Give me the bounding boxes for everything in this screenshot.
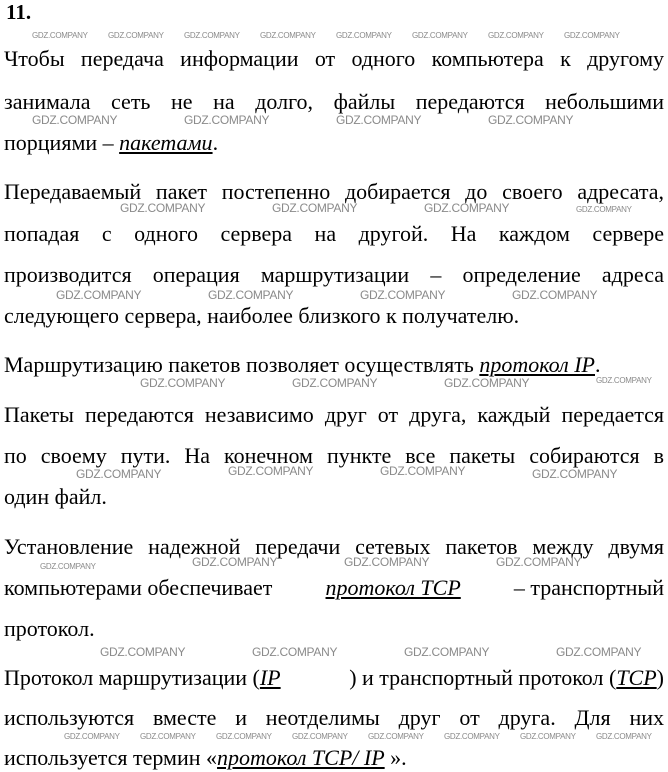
watermark: GDZ.COMPANY	[184, 113, 270, 127]
text-line	[4, 575, 664, 601]
watermark: GDZ.COMPANY	[412, 31, 468, 40]
watermark: GDZ.COMPANY	[32, 31, 88, 40]
watermark: GDZ.COMPANY	[292, 376, 378, 390]
watermark: GDZ.COMPANY	[556, 645, 642, 659]
watermark: GDZ.COMPANY	[512, 288, 598, 302]
text-segment: Маршрутизацию пакетов позволяет осуществлять	[4, 352, 480, 377]
watermark: GDZ.COMPANY	[496, 555, 582, 569]
term-packets: пакетами	[119, 130, 213, 155]
text-line	[4, 130, 664, 156]
watermark: GDZ.COMPANY	[520, 732, 576, 741]
term-tcp: TCP	[616, 665, 657, 690]
text-line: Передаваемый пакет постепенно добирается до своего адресата,	[4, 179, 664, 204]
watermark: GDZ.COMPANY	[120, 201, 206, 215]
watermark: GDZ.COMPANY	[488, 113, 574, 127]
term-protocol-tcp-ip: протокол TCP/ IP	[217, 745, 385, 770]
watermark: GDZ.COMPANY	[424, 201, 510, 215]
text-segment: .	[595, 352, 601, 377]
watermark: GDZ.COMPANY	[292, 732, 348, 741]
watermark: GDZ.COMPANY	[344, 555, 430, 569]
watermark: GDZ.COMPANY	[140, 732, 196, 741]
watermark: GDZ.COMPANY	[404, 645, 490, 659]
watermark: GDZ.COMPANY	[64, 732, 120, 741]
text-line: следующего сервера, наиболее близкого к получателю.	[4, 303, 520, 328]
text-line: Установление надежной передачи сетевых пакетов между двумя	[4, 534, 664, 559]
watermark: GDZ.COMPANY	[444, 732, 500, 741]
watermark: GDZ.COMPANY	[336, 31, 392, 40]
text-segment: используется термин «	[4, 745, 218, 770]
watermark: GDZ.COMPANY	[336, 113, 422, 127]
watermark: GDZ.COMPANY	[532, 467, 618, 481]
watermark: GDZ.COMPANY	[228, 464, 314, 478]
term-protocol-ip: протокол IP	[479, 352, 595, 377]
text-line: используются вместе и неотделимы друг от друга. Для них	[4, 705, 664, 730]
text-segment	[4, 665, 281, 691]
text-segment: Протокол маршрутизации (	[4, 665, 260, 690]
watermark: GDZ.COMPANY	[380, 464, 466, 478]
watermark: GDZ.COMPANY	[76, 467, 162, 481]
watermark: GDZ.COMPANY	[260, 31, 316, 40]
text-line: занимала сеть не на долго, файлы передаются небольшими	[4, 89, 664, 114]
watermark: GDZ.COMPANY	[488, 31, 544, 40]
watermark: GDZ.COMPANY	[368, 732, 424, 741]
text-line: один файл.	[4, 484, 107, 509]
term-protocol-tcp: протокол TCP	[325, 575, 461, 600]
text-segment	[349, 665, 664, 691]
text-segment: .	[212, 130, 219, 155]
watermark: GDZ.COMPANY	[596, 732, 652, 741]
watermark: GDZ.COMPANY	[184, 31, 240, 40]
text-line: по своему пути. На конечном пункте все пакеты собираются в	[4, 443, 664, 468]
watermark: GDZ.COMPANY	[40, 562, 96, 571]
text-line: Чтобы передача информации от одного компьютера к другому	[4, 46, 664, 71]
watermark: GDZ.COMPANY	[56, 288, 142, 302]
watermark: GDZ.COMPANY	[252, 645, 338, 659]
text-line: производится операция маршрутизации – определение адреса	[4, 262, 664, 287]
text-segment: порциями –	[4, 130, 120, 155]
watermark: GDZ.COMPANY	[444, 376, 530, 390]
watermark: GDZ.COMPANY	[208, 288, 294, 302]
watermark: GDZ.COMPANY	[108, 31, 164, 40]
text-segment: компьютерами обеспечивает	[4, 575, 273, 600]
watermark: GDZ.COMPANY	[564, 31, 620, 40]
term-ip: IP	[259, 665, 281, 690]
text-line: Пакеты передаются независимо друг от друга, каждый передается	[4, 402, 664, 427]
watermark: GDZ.COMPANY	[360, 288, 446, 302]
watermark: GDZ.COMPANY	[192, 555, 278, 569]
text-segment: – транспортный	[513, 575, 664, 600]
watermark: GDZ.COMPANY	[576, 205, 632, 214]
watermark: GDZ.COMPANY	[272, 201, 358, 215]
text-line: попадая с одного сервера на другой. На каждом сервере	[4, 221, 664, 246]
watermark: GDZ.COMPANY	[100, 645, 186, 659]
watermark: GDZ.COMPANY	[596, 376, 652, 385]
text-line	[4, 665, 664, 691]
text-segment: ».	[384, 745, 407, 770]
text-segment: )	[656, 665, 664, 690]
text-line	[4, 352, 664, 378]
watermark: GDZ.COMPANY	[216, 732, 272, 741]
text-line: протокол.	[4, 616, 95, 641]
text-line	[4, 745, 664, 771]
text-segment: ) и транспортный протокол (	[349, 665, 617, 690]
exercise-number: 11.	[6, 0, 32, 24]
watermark: GDZ.COMPANY	[32, 113, 118, 127]
watermark: GDZ.COMPANY	[140, 376, 226, 390]
